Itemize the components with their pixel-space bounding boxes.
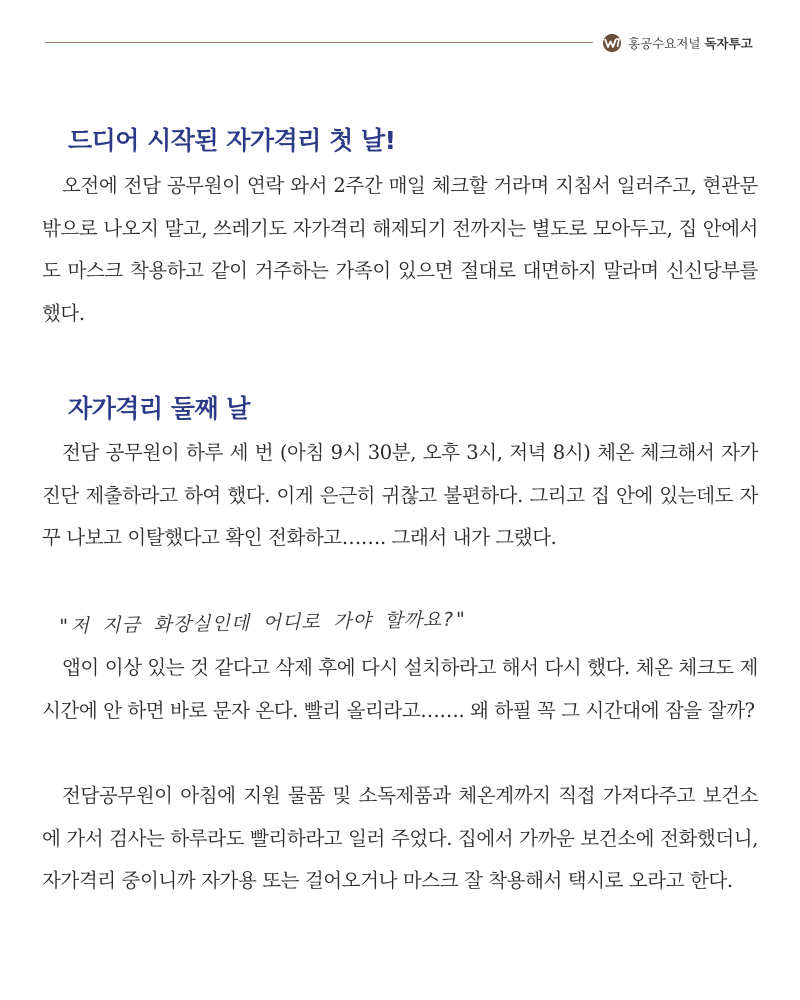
header-brand xyxy=(600,32,753,54)
publication-name: 홍공수요저널 xyxy=(628,36,701,51)
paragraph-day1: 오전에 전담 공무원이 연락 와서 2주간 매일 체크할 거라며 지침서 일러주고, 현관문 밖으로 나오지 말고, 쓰레기도 자가격리 해제되기 전까지는 별도로 모아두고, 집 안에서도 마스크 착용하고 같이 거주하는 가족이 있으면 절대로 대면하지 말라며 신신당부를 했다. xyxy=(42,174,758,325)
header-divider xyxy=(45,42,593,43)
section-name: 독자투고 xyxy=(704,36,753,51)
paragraph-day2-app: 앱이 이상 있는 것 같다고 삭제 후에 다시 설치하라고 해서 다시 했다. 체온 체크도 제시간에 안 하면 바로 문자 온다. 빨리 올리라고……. 왜 하필 꼭 그 시간대에 잠을 잘까? xyxy=(42,656,758,722)
handwritten-quote: "저 지금 화장실인데 어디로 가야 할까요?" xyxy=(57,608,468,638)
section-heading-day1: 드디어 시작된 자가격리 첫 날! xyxy=(68,126,396,155)
paragraph-day2-intro: 전담 공무원이 하루 세 번 (아침 9시 30분, 오후 3시, 저녁 8시) 체온 체크해서 자가진단 제출하라고 하여 했다. 이게 은근히 귀찮고 불편하다. 그리고 집 안에 있는데도 자꾸 나보고 이탈했다고 확인 전화하고……. 그래서 내가 그랬다. xyxy=(42,441,758,549)
paragraph-day2-supplies: 전담공무원이 아침에 지원 물품 및 소독제품과 체온계까지 직접 가져다주고 보건소에 가서 검사는 하루라도 빨리하라고 일러 주었다. 집에서 가까운 보건소에 전화했더니, 자가격리 중이니까 자가용 또는 걸어오거나 마스크 잘 착용해서 택시로 오라고 한다. xyxy=(42,784,758,892)
journal-logo-icon xyxy=(600,33,624,53)
section-heading-day2: 자가격리 둘째 날 xyxy=(68,394,250,423)
